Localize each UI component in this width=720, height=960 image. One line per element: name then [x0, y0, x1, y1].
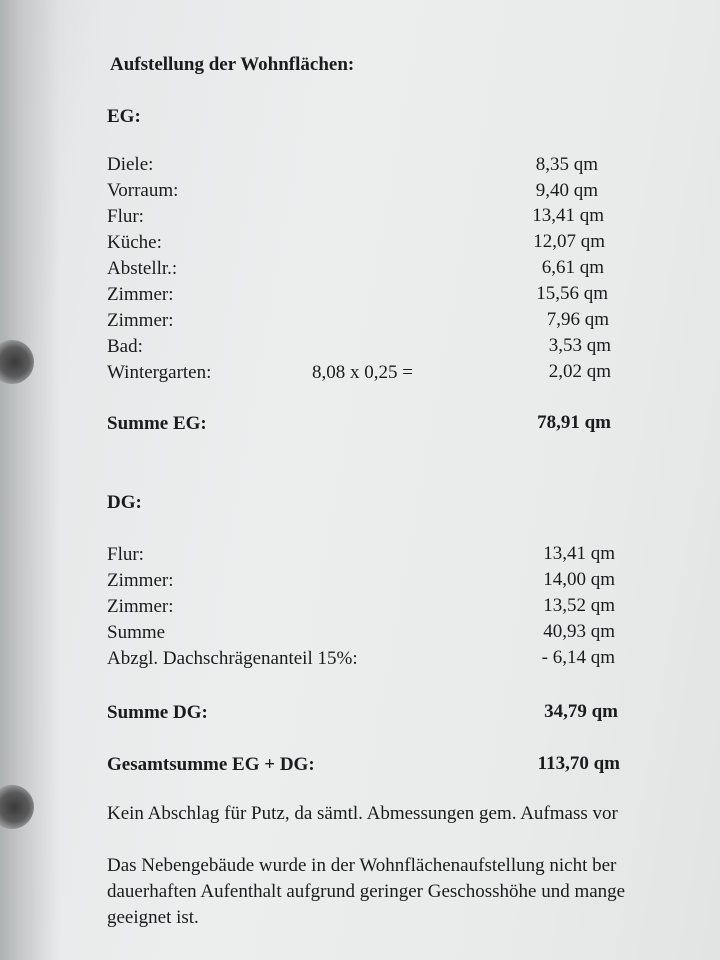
eg-row-label: Zimmer: — [107, 284, 174, 305]
note-outbuilding-line: Das Nebengebäude wurde in der Wohnflächenaufstellung nicht ber — [107, 855, 617, 876]
eg-row-value: 2,02 qm — [548, 361, 611, 382]
eg-row-value: 12,07 qm — [533, 231, 605, 252]
note-plaster: Kein Abschlag für Putz, da sämtl. Abmessungen gem. Aufmass vor — [107, 803, 618, 824]
note-outbuilding-line: geeignet ist. — [107, 907, 199, 928]
dg-row-label: Summe — [107, 622, 166, 643]
eg-row-value: 8,35 qm — [535, 154, 598, 175]
eg-row-value: 3,53 qm — [548, 335, 611, 356]
eg-row-label: Vorraum: — [107, 180, 179, 201]
dg-row-value: 13,52 qm — [543, 595, 615, 616]
eg-row-label: Abstellr.: — [107, 258, 178, 279]
dg-row-value: 13,41 qm — [543, 543, 615, 564]
eg-row-label: Bad: — [107, 336, 143, 357]
eg-row-label: Flur: — [107, 206, 144, 227]
total-label: Gesamtsumme EG + DG: — [107, 754, 315, 775]
document-title: Aufstellung der Wohnflächen: — [110, 54, 355, 75]
dg-row-label: Flur: — [107, 544, 144, 565]
eg-row-value: 15,56 qm — [536, 283, 608, 304]
eg-row-label: Küche: — [107, 232, 162, 253]
eg-row-label: Zimmer: — [107, 310, 174, 331]
dg-sum-value: 34,79 qm — [544, 701, 618, 722]
dg-row-label: Zimmer: — [107, 596, 174, 617]
total-value: 113,70 qm — [537, 753, 620, 774]
section-heading-dg: DG: — [107, 492, 142, 513]
eg-row-value: 13,41 qm — [532, 205, 604, 226]
eg-sum-value: 78,91 qm — [537, 412, 611, 433]
eg-row-label: Wintergarten: — [107, 362, 212, 383]
note-outbuilding-line: dauerhaften Aufenthalt aufgrund geringer Geschosshöhe und mange — [107, 881, 626, 902]
dg-row-label: Zimmer: — [107, 570, 174, 591]
section-heading-eg: EG: — [107, 106, 141, 127]
eg-sum-label: Summe EG: — [107, 413, 207, 434]
dg-row-value: 40,93 qm — [543, 621, 615, 642]
eg-row-value: 7,96 qm — [546, 309, 609, 330]
eg-row-label: Diele: — [107, 154, 154, 175]
wintergarten-calculation: 8,08 x 0,25 = — [312, 362, 413, 383]
eg-row-value: 6,61 qm — [541, 257, 604, 278]
dg-row-value: - 6,14 qm — [541, 647, 615, 668]
dg-row-label: Abzgl. Dachschrägenanteil 15%: — [107, 648, 358, 669]
eg-row-value: 9,40 qm — [535, 180, 598, 201]
dg-sum-label: Summe DG: — [107, 702, 208, 723]
dg-row-value: 14,00 qm — [543, 569, 615, 590]
